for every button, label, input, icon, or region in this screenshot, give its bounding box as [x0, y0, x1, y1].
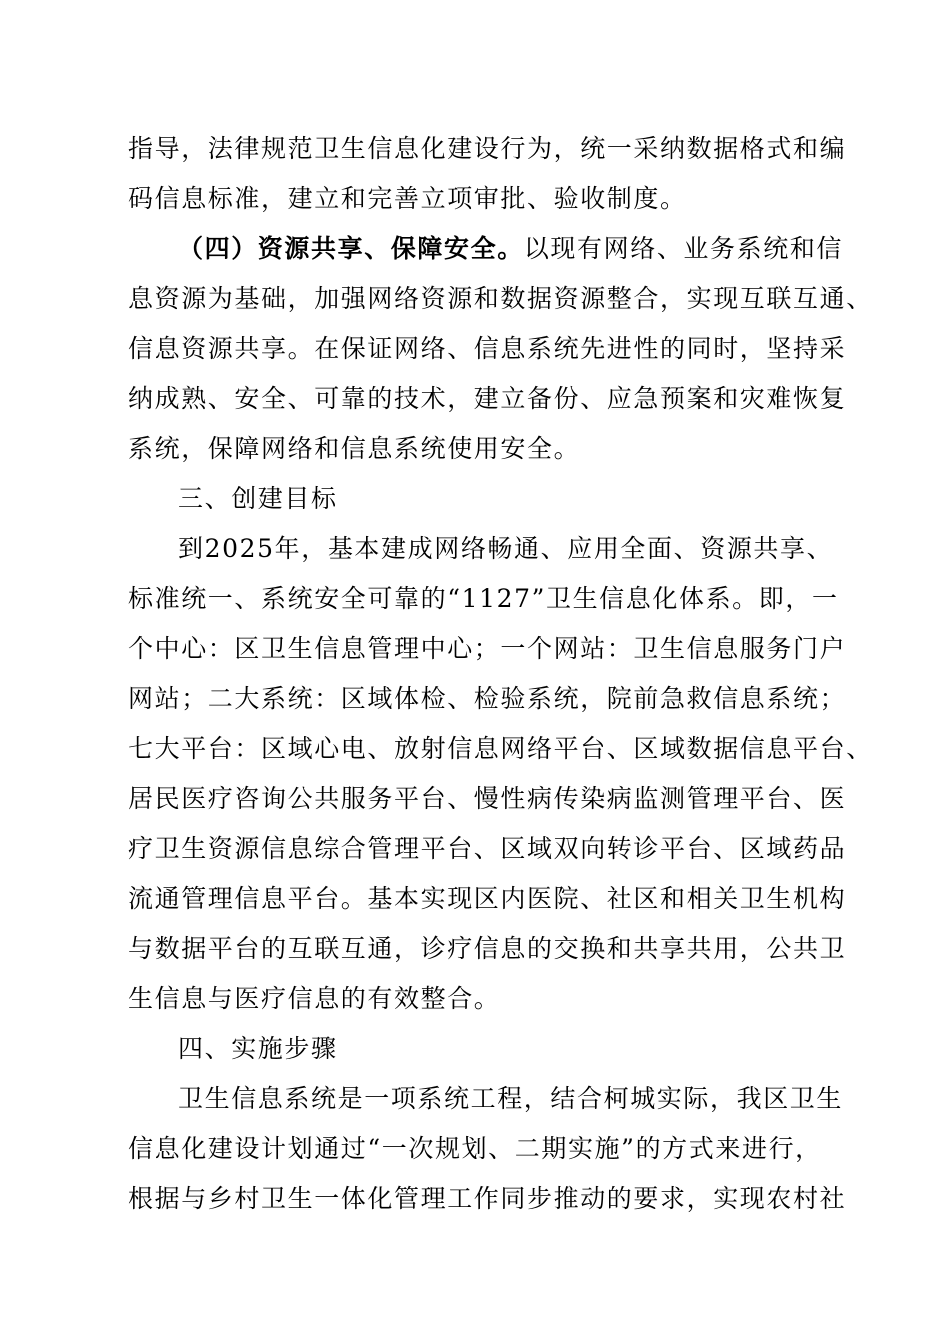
body-text-line: 息资源为基础，加强网络资源和数据资源整合，实现互联互通、	[128, 284, 873, 313]
body-text-line: 七大平台：区域心电、放射信息网络平台、区域数据信息平台、	[128, 734, 873, 763]
body-text-line: 信息资源共享。在保证网络、信息系统先进性的同时，坚持采	[128, 334, 847, 363]
body-text-line: 标准统一、系统安全可靠的“1127”卫生信息化体系。即，一	[128, 584, 839, 613]
body-text-line: 纳成熟、安全、可靠的技术，建立备份、应急预案和灾难恢复	[128, 384, 847, 413]
body-text-line: 卫生信息系统是一项系统工程，结合柯城实际，我区卫生	[178, 1084, 844, 1113]
body-text-line: 流通管理信息平台。基本实现区内医院、社区和相关卫生机构	[128, 884, 847, 913]
section-heading: 四、实施步骤	[178, 1034, 338, 1063]
body-text-line: 生信息与医疗信息的有效整合。	[128, 984, 501, 1013]
body-text-span: 以现有网络、业务系统和信	[523, 234, 844, 263]
body-text-line: 码信息标准，建立和完善立项审批、验收制度。	[128, 184, 687, 213]
body-text-line: 个中心：区卫生信息管理中心；一个网站：卫生信息服务门户	[128, 634, 847, 663]
body-text-line: 与数据平台的互联互通，诊疗信息的交换和共享共用，公共卫	[128, 934, 847, 963]
body-text-line: 根据与乡村卫生一体化管理工作同步推动的要求，实现农村社	[128, 1184, 847, 1213]
body-text-line: 信息化建设计划通过“一次规划、二期实施”的方式来进行，	[128, 1134, 822, 1163]
body-text-line: 到2025年，基本建成网络畅通、应用全面、资源共享、	[178, 534, 834, 563]
section-subheading: （四）资源共享、保障安全。	[178, 234, 524, 263]
body-text-line: 指导，法律规范卫生信息化建设行为，统一采纳数据格式和编	[128, 134, 847, 163]
body-text-line: 网站；二大系统：区域体检、检验系统，院前急救信息系统；	[128, 684, 847, 713]
body-text-line: 居民医疗咨询公共服务平台、慢性病传染病监测管理平台、医	[128, 784, 847, 813]
body-text-line: 疗卫生资源信息综合管理平台、区域双向转诊平台、区域药品	[128, 834, 847, 863]
body-text-line: 系统，保障网络和信息系统使用安全。	[128, 434, 581, 463]
paragraph-line	[178, 234, 843, 264]
section-heading: 三、创建目标	[178, 484, 338, 513]
